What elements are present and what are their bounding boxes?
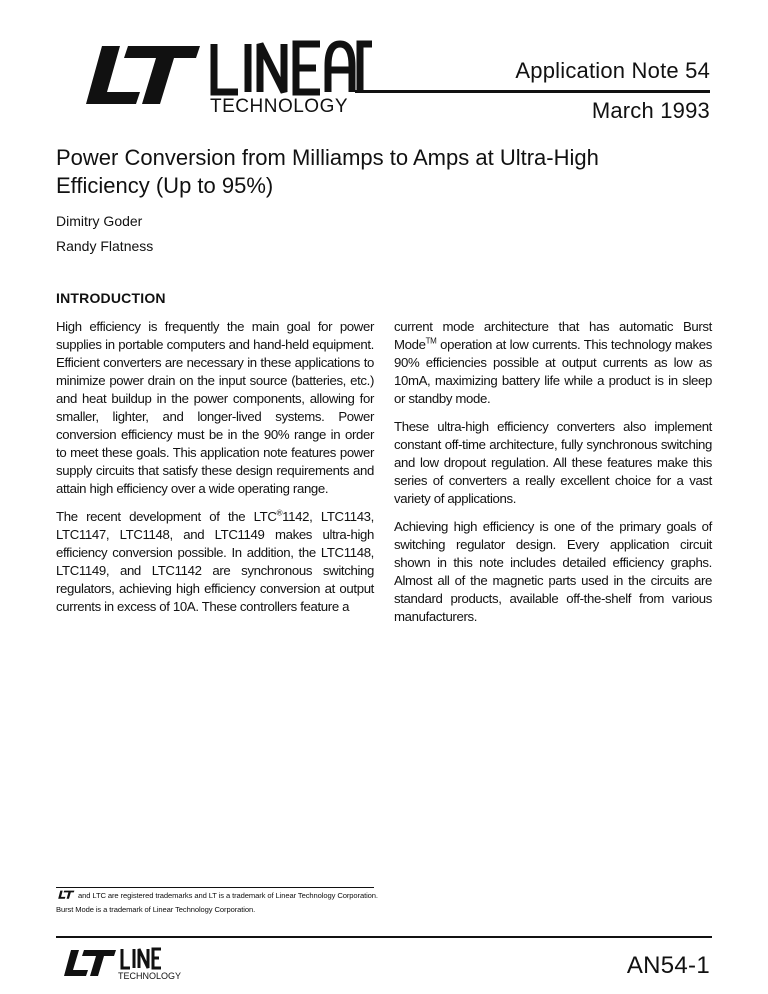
linear-technology-logo xyxy=(72,36,372,116)
author-2: Randy Flatness xyxy=(56,238,154,254)
footnote-burst-mode: Burst Mode is a trademark of Linear Technology Corporation. xyxy=(56,905,256,914)
registered-mark: ® xyxy=(276,508,283,518)
body-column-left xyxy=(56,318,374,626)
footnote-rule xyxy=(56,887,374,888)
footnote-trademarks: and LTC are registered trademarks and LT is a trademark of Linear Technology Corporation. xyxy=(56,890,386,901)
body-column-right xyxy=(394,318,712,636)
publication-date: March 1993 xyxy=(591,98,710,123)
svg-text:TECHNOLOGY: TECHNOLOGY xyxy=(118,971,182,981)
footer-rule xyxy=(56,936,712,938)
paragraph-3: current mode architecture that has automatic Burst Mode™ operation at low currents. This technology makes 90% efficiencies possible at output currents as low as 10mA, maximizing battery life while a product is in sleep or standby mode. xyxy=(394,319,712,406)
paragraph-1: High efficiency is frequently the main goal for power supplies in portable computers and hand-held equipment. Efficient converters are necessary in these applications to minimize power drain on the input source (batteries, etc.) and heat buildup in the power components, allowing for smaller, lighter, and longer-lived systems. Power conversion efficiency must be in the 90% range in order to meet these goals. This application note features power supply circuits that satisfy these design requirements and attain high efficiency over a wide operating range. xyxy=(56,319,374,496)
svg-text:TECHNOLOGY: TECHNOLOGY xyxy=(210,96,349,117)
paragraph-5: Achieving high efficiency is one of the primary goals of switching regulator design. Every application circuit shown in this note includes detailed efficiency graphs. Almost all of the magnetic parts used in the circuits are standard products, available off-the-shelf from various manufacturers. xyxy=(394,519,712,624)
application-note-number: Application Note 54 xyxy=(515,58,710,83)
document-title: Power Conversion from Milliamps to Amps at Ultra-High Efficiency (Up to 95%) xyxy=(56,145,599,198)
header-rule xyxy=(355,90,710,93)
paragraph-4: These ultra-high efficiency converters also implement constant off-time architecture, fully synchronous switching and low dropout regulation. All these features make this series of converters a really excellent choice for a vast variety of applications. xyxy=(394,419,712,506)
author-1: Dimitry Goder xyxy=(56,213,143,229)
page-number: AN54-1 xyxy=(626,952,710,979)
lt-mark-icon xyxy=(56,890,76,899)
section-heading-introduction: INTRODUCTION xyxy=(56,290,166,306)
footer-logo xyxy=(60,946,182,981)
paragraph-2: The recent development of the LTC®1142, LTC1143, LTC1147, LTC1148, and LTC1149 makes ultra-high efficiency conversion possible. In addition, the LTC1148, LTC1149, and LTC1142 are synchronous switching regulators, achieving high efficiency conversion at output currents in excess of 10A. These controllers feature a xyxy=(56,508,374,614)
trademark-mark: TM xyxy=(425,336,437,346)
